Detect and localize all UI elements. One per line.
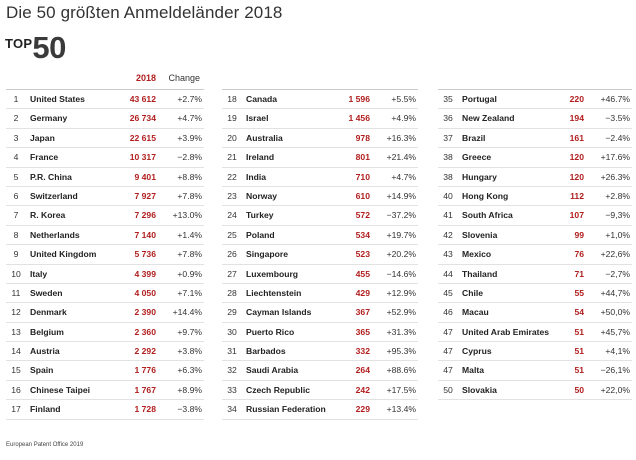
value-cell: 523 xyxy=(355,249,370,260)
value-cell: 10 317 xyxy=(129,152,156,163)
table-row xyxy=(438,187,632,206)
rank-cell: 43 xyxy=(443,249,453,260)
rank-cell: 37 xyxy=(443,132,453,143)
value-cell: 120 xyxy=(569,171,584,182)
value-cell: 2 360 xyxy=(134,326,156,337)
table-row xyxy=(438,226,632,245)
country-cell: Ireland xyxy=(246,152,275,163)
rank-cell: 27 xyxy=(227,268,237,279)
change-cell: +3.8% xyxy=(177,346,202,357)
ranking-column-2 xyxy=(222,72,418,420)
rank-cell: 50 xyxy=(443,384,453,395)
table-row xyxy=(6,323,204,342)
header-change: Change xyxy=(168,73,200,83)
country-cell: Israel xyxy=(246,113,269,124)
table-row xyxy=(438,90,632,109)
rank-cell: 18 xyxy=(227,94,237,104)
change-cell: −37.2% xyxy=(386,210,416,221)
country-cell: United Kingdom xyxy=(30,249,97,260)
rank-cell: 42 xyxy=(443,229,453,240)
country-cell: New Zealand xyxy=(462,113,515,124)
value-cell: 51 xyxy=(574,365,584,376)
table-row xyxy=(438,303,632,322)
value-cell: 43 612 xyxy=(129,94,156,104)
country-cell: Singapore xyxy=(246,249,289,260)
change-cell: +4.9% xyxy=(391,113,416,124)
rank-cell: 41 xyxy=(443,210,453,221)
country-cell: Belgium xyxy=(30,326,64,337)
country-cell: Puerto Rico xyxy=(246,326,295,337)
table-row xyxy=(222,226,418,245)
value-cell: 978 xyxy=(355,132,370,143)
table-row xyxy=(438,206,632,225)
logo-top-text: TOP xyxy=(5,36,33,51)
value-cell: 54 xyxy=(574,307,584,318)
country-cell: Mexico xyxy=(462,249,492,260)
change-cell: +12.9% xyxy=(386,287,416,298)
table-row xyxy=(438,148,632,167)
table-row xyxy=(6,342,204,361)
change-cell: +7.1% xyxy=(177,287,202,298)
rank-cell: 46 xyxy=(443,307,453,318)
rank-cell: 16 xyxy=(11,384,21,395)
change-cell: +21.4% xyxy=(386,152,416,163)
table-row xyxy=(222,168,418,187)
table-row xyxy=(222,109,418,128)
change-cell: +17.6% xyxy=(600,152,630,163)
value-cell: 242 xyxy=(355,384,370,395)
change-cell: +13.0% xyxy=(172,210,202,221)
source-footer: European Patent Office 2019 xyxy=(6,442,84,448)
country-cell: Macau xyxy=(462,307,489,318)
table-row xyxy=(6,148,204,167)
country-cell: United States xyxy=(30,94,85,104)
change-cell: −14.6% xyxy=(386,268,416,279)
rank-cell: 38 xyxy=(443,152,453,163)
country-cell: Slovakia xyxy=(462,384,497,395)
table-row xyxy=(438,381,632,400)
change-cell: +14.4% xyxy=(172,307,202,318)
value-cell: 1 767 xyxy=(134,384,156,395)
change-cell: +5.5% xyxy=(391,94,416,104)
country-cell: Sweden xyxy=(30,287,63,298)
value-cell: 4 050 xyxy=(134,287,156,298)
table-row xyxy=(222,245,418,264)
table-row xyxy=(6,109,204,128)
rank-cell: 5 xyxy=(13,171,19,182)
change-cell: +7.8% xyxy=(177,249,202,260)
table-row xyxy=(6,226,204,245)
value-cell: 161 xyxy=(569,132,584,143)
country-cell: Austria xyxy=(30,346,60,357)
change-cell: +19.7% xyxy=(386,229,416,240)
country-cell: Brazil xyxy=(462,132,486,143)
country-cell: Norway xyxy=(246,190,278,201)
rank-cell: 36 xyxy=(443,113,453,124)
rank-cell: 14 xyxy=(11,346,21,357)
value-cell: 801 xyxy=(355,152,370,163)
table-row xyxy=(6,187,204,206)
rank-cell: 26 xyxy=(227,249,237,260)
value-cell: 71 xyxy=(574,268,584,279)
table-row xyxy=(222,129,418,148)
rank-cell: 28 xyxy=(227,287,237,298)
logo-number: 50 xyxy=(32,30,66,65)
table-row xyxy=(6,381,204,400)
change-cell: +88.6% xyxy=(386,365,416,376)
rank-cell: 13 xyxy=(11,326,21,337)
change-cell: +9.7% xyxy=(177,326,202,337)
country-cell: Turkey xyxy=(246,210,274,221)
country-cell: Liechtenstein xyxy=(246,287,302,298)
change-cell: +95.3% xyxy=(386,346,416,357)
change-cell: +2.7% xyxy=(177,94,202,104)
column-header xyxy=(438,72,632,86)
country-cell: France xyxy=(30,152,59,163)
value-cell: 1 596 xyxy=(348,94,370,104)
country-cell: Germany xyxy=(30,113,68,124)
value-cell: 76 xyxy=(574,249,584,260)
value-cell: 332 xyxy=(355,346,370,357)
country-cell: Canada xyxy=(246,94,278,104)
table-row xyxy=(438,109,632,128)
value-cell: 220 xyxy=(569,94,584,104)
change-cell: +16.3% xyxy=(386,132,416,143)
rank-cell: 31 xyxy=(227,346,237,357)
value-cell: 51 xyxy=(574,346,584,357)
rank-cell: 30 xyxy=(227,326,237,337)
country-cell: Poland xyxy=(246,229,275,240)
change-cell: +22,0% xyxy=(600,384,630,395)
change-cell: −3.5% xyxy=(605,113,630,124)
change-cell: +17.5% xyxy=(386,384,416,395)
table-row xyxy=(222,90,418,109)
country-cell: Czech Republic xyxy=(246,384,310,395)
change-cell: +31.3% xyxy=(386,326,416,337)
country-cell: Hungary xyxy=(462,171,497,182)
rank-cell: 9 xyxy=(13,249,19,260)
rank-cell: 29 xyxy=(227,307,237,318)
change-cell: −26,1% xyxy=(600,365,630,376)
column-header xyxy=(6,72,204,86)
change-cell: −3.8% xyxy=(177,404,202,415)
country-cell: Japan xyxy=(30,132,55,143)
rank-cell: 20 xyxy=(227,132,237,143)
change-cell: +6.3% xyxy=(177,365,202,376)
top50-logo xyxy=(5,32,66,63)
change-cell: +7.8% xyxy=(177,190,202,201)
rank-cell: 10 xyxy=(11,268,21,279)
rank-cell: 19 xyxy=(227,113,237,124)
change-cell: −2.8% xyxy=(177,152,202,163)
change-cell: −9,3% xyxy=(605,210,630,221)
value-cell: 2 390 xyxy=(134,307,156,318)
table-row xyxy=(6,361,204,380)
value-cell: 194 xyxy=(569,113,584,124)
country-cell: Saudi Arabia xyxy=(246,365,299,376)
value-cell: 229 xyxy=(355,404,370,415)
change-cell: +45,7% xyxy=(600,326,630,337)
value-cell: 710 xyxy=(355,171,370,182)
value-cell: 429 xyxy=(355,287,370,298)
rank-cell: 44 xyxy=(443,268,453,279)
rank-cell: 21 xyxy=(227,152,237,163)
table-row xyxy=(6,303,204,322)
rank-cell: 34 xyxy=(227,404,237,415)
value-cell: 2 292 xyxy=(134,346,156,357)
country-cell: Cayman Islands xyxy=(246,307,312,318)
value-cell: 610 xyxy=(355,190,370,201)
table-row xyxy=(222,342,418,361)
country-cell: Italy xyxy=(30,268,48,279)
change-cell: +1.4% xyxy=(177,229,202,240)
country-cell: Greece xyxy=(462,152,492,163)
rank-cell: 1 xyxy=(13,94,19,104)
value-cell: 7 140 xyxy=(134,229,156,240)
table-row xyxy=(222,148,418,167)
change-cell: +4.7% xyxy=(391,171,416,182)
rank-cell: 6 xyxy=(13,190,19,201)
country-cell: Slovenia xyxy=(462,229,498,240)
table-row xyxy=(222,265,418,284)
value-cell: 1 728 xyxy=(134,404,156,415)
country-cell: Portugal xyxy=(462,94,497,104)
column-header xyxy=(222,72,418,86)
country-cell: United Arab Emirates xyxy=(462,326,550,337)
change-cell: +52.9% xyxy=(386,307,416,318)
rank-cell: 24 xyxy=(227,210,237,221)
change-cell: +14.9% xyxy=(386,190,416,201)
change-cell: −2,7% xyxy=(605,268,630,279)
country-cell: Australia xyxy=(246,132,283,143)
table-row xyxy=(438,245,632,264)
table-row xyxy=(222,323,418,342)
table-row xyxy=(222,400,418,419)
rank-cell: 15 xyxy=(11,365,21,376)
value-cell: 22 615 xyxy=(129,132,156,143)
country-cell: India xyxy=(246,171,267,182)
rank-cell: 23 xyxy=(227,190,237,201)
table-row xyxy=(222,206,418,225)
rank-cell: 17 xyxy=(11,404,21,415)
rank-cell: 45 xyxy=(443,287,453,298)
table-row xyxy=(222,187,418,206)
value-cell: 4 399 xyxy=(134,268,156,279)
country-cell: P.R. China xyxy=(30,171,72,182)
change-cell: +26.3% xyxy=(600,171,630,182)
value-cell: 367 xyxy=(355,307,370,318)
table-row xyxy=(438,265,632,284)
rank-cell: 47 xyxy=(443,346,453,357)
value-cell: 365 xyxy=(355,326,370,337)
rank-cell: 3 xyxy=(13,132,19,143)
rank-cell: 2 xyxy=(13,113,19,124)
value-cell: 264 xyxy=(355,365,370,376)
table-row xyxy=(6,265,204,284)
country-cell: Chinese Taipei xyxy=(30,384,91,395)
change-cell: +22,6% xyxy=(600,249,630,260)
change-cell: +13.4% xyxy=(386,404,416,415)
value-cell: 572 xyxy=(355,210,370,221)
table-row xyxy=(438,342,632,361)
country-cell: Denmark xyxy=(30,307,67,318)
country-cell: Switzerland xyxy=(30,190,78,201)
value-cell: 112 xyxy=(570,190,584,201)
rank-cell: 47 xyxy=(443,326,453,337)
rank-cell: 38 xyxy=(443,171,453,182)
table-row xyxy=(438,323,632,342)
table-row xyxy=(6,129,204,148)
value-cell: 120 xyxy=(569,152,584,163)
change-cell: +8.8% xyxy=(177,171,202,182)
change-cell: +0.9% xyxy=(177,268,202,279)
rank-cell: 12 xyxy=(11,307,21,318)
change-cell: +2.8% xyxy=(605,190,630,201)
country-cell: Spain xyxy=(30,365,54,376)
table-row xyxy=(222,361,418,380)
value-cell: 455 xyxy=(355,268,370,279)
table-row xyxy=(222,284,418,303)
value-cell: 1 456 xyxy=(348,113,370,124)
change-cell: +4,1% xyxy=(605,346,630,357)
change-cell: +46.7% xyxy=(600,94,630,104)
ranking-rows xyxy=(6,89,204,420)
change-cell: +1,0% xyxy=(605,229,630,240)
ranking-rows xyxy=(222,89,418,420)
table-row xyxy=(438,284,632,303)
table-row xyxy=(222,303,418,322)
table-row xyxy=(222,381,418,400)
value-cell: 9 401 xyxy=(134,171,156,182)
table-row xyxy=(6,400,204,419)
rank-cell: 22 xyxy=(227,171,237,182)
value-cell: 51 xyxy=(574,326,584,337)
rank-cell: 8 xyxy=(13,229,19,240)
country-cell: R. Korea xyxy=(30,210,66,221)
value-cell: 5 736 xyxy=(134,249,156,260)
table-row xyxy=(6,90,204,109)
ranking-rows xyxy=(438,89,632,400)
change-cell: +44,7% xyxy=(600,287,630,298)
country-cell: Finland xyxy=(30,404,61,415)
rank-cell: 32 xyxy=(227,365,237,376)
rank-cell: 25 xyxy=(227,229,237,240)
country-cell: Barbados xyxy=(246,346,286,357)
country-cell: Luxembourg xyxy=(246,268,299,279)
value-cell: 55 xyxy=(574,287,584,298)
rank-cell: 47 xyxy=(443,365,453,376)
country-cell: Chile xyxy=(462,287,484,298)
value-cell: 107 xyxy=(569,210,584,221)
change-cell: +4.7% xyxy=(177,113,202,124)
rank-cell: 40 xyxy=(443,190,453,201)
rank-cell: 11 xyxy=(11,287,21,298)
country-cell: Thailand xyxy=(462,268,498,279)
change-cell: +20.2% xyxy=(386,249,416,260)
country-cell: Russian Federation xyxy=(246,404,326,415)
ranking-column-3 xyxy=(438,72,632,400)
rank-cell: 4 xyxy=(13,152,19,163)
value-cell: 50 xyxy=(574,384,584,395)
country-cell: Hong Kong xyxy=(462,190,509,201)
table-row xyxy=(6,206,204,225)
rank-cell: 33 xyxy=(227,384,237,395)
header-year: 2018 xyxy=(135,73,156,83)
country-cell: South Africa xyxy=(462,210,513,221)
rank-cell: 35 xyxy=(443,94,453,104)
table-row xyxy=(6,284,204,303)
change-cell: +50,0% xyxy=(600,307,630,318)
rank-cell: 7 xyxy=(13,210,19,221)
table-row xyxy=(6,168,204,187)
country-cell: Netherlands xyxy=(30,229,80,240)
change-cell: +8.9% xyxy=(177,384,202,395)
value-cell: 7 927 xyxy=(134,190,156,201)
ranking-column-1 xyxy=(6,72,204,420)
page-title: Die 50 größten Anmeldeländer 2018 xyxy=(6,3,283,22)
change-cell: −2.4% xyxy=(605,132,630,143)
change-cell: +3.9% xyxy=(177,132,202,143)
value-cell: 7 296 xyxy=(134,210,156,221)
table-row xyxy=(6,245,204,264)
country-cell: Cyprus xyxy=(462,346,492,357)
table-row xyxy=(438,361,632,380)
country-cell: Malta xyxy=(462,365,484,376)
value-cell: 26 734 xyxy=(129,113,156,124)
value-cell: 534 xyxy=(355,229,370,240)
table-row xyxy=(438,129,632,148)
value-cell: 1 776 xyxy=(134,365,156,376)
table-row xyxy=(438,168,632,187)
value-cell: 99 xyxy=(574,229,584,240)
